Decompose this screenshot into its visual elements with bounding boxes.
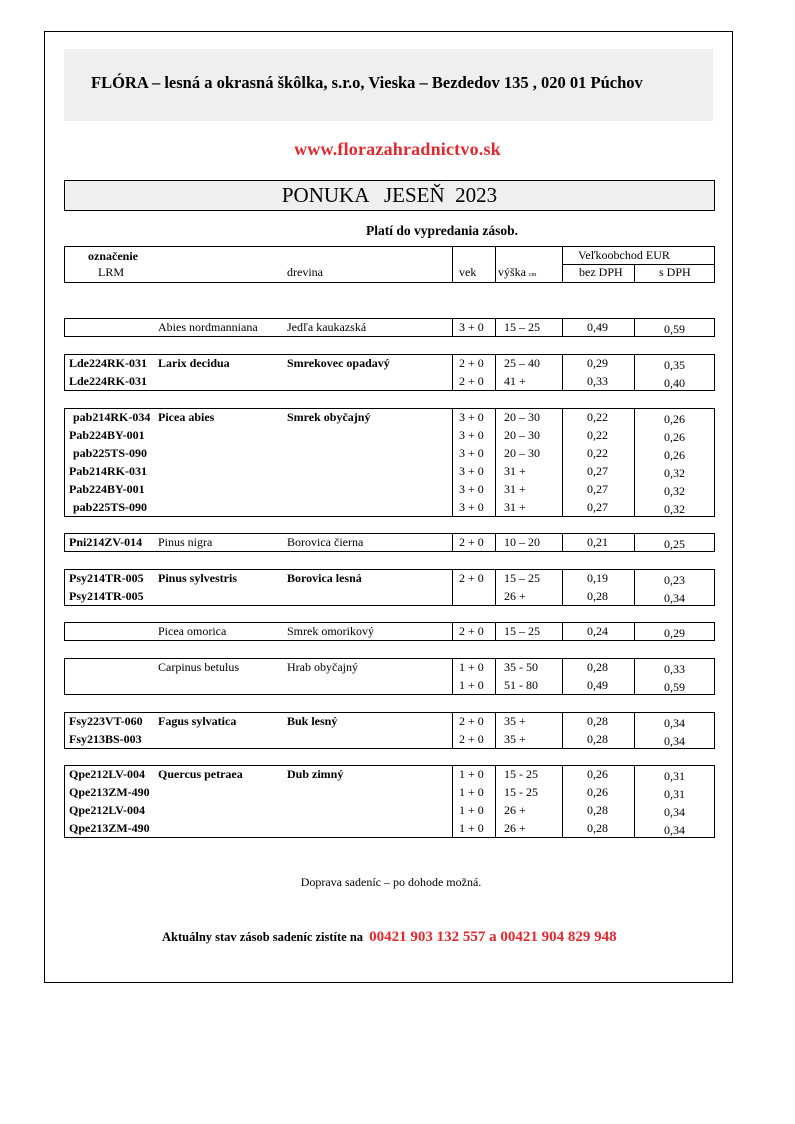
column-divider [452,569,453,606]
price-gross: 0,33 [664,662,685,676]
group-left-border [64,712,65,749]
page-frame [44,31,733,983]
group-top-border [64,408,715,409]
header-vyska-unit: cm [529,272,537,278]
height-range: 35 - 50 [504,660,538,674]
column-divider [562,354,563,391]
price-net: 0,29 [587,356,608,370]
lrm-code: Pab224BY-001 [69,482,145,496]
column-divider [562,569,563,606]
header-vek: vek [459,265,477,279]
common-name: Smrek omorikový [287,624,374,638]
column-divider [634,318,635,337]
offer-title: PONUKA JESEŇ 2023 [64,180,715,211]
height-range: 25 – 40 [504,356,540,370]
price-gross: 0,29 [664,626,685,640]
age: 2 + 0 [459,374,484,388]
lrm-code: Pni214ZV-014 [69,535,143,549]
group-top-border [64,318,715,319]
latin-name: Carpinus betulus [158,660,239,674]
height-range: 31 + [504,500,526,514]
group-top-border [64,622,715,623]
age: 2 + 0 [459,732,484,746]
price-net: 0,22 [587,428,608,442]
group-left-border [64,658,65,695]
price-gross: 0,34 [664,823,685,837]
lrm-code: Pab214RK-031 [69,464,147,478]
price-gross: 0,31 [664,769,685,783]
group-bottom-border [64,748,715,749]
price-net: 0,27 [587,464,608,478]
price-net: 0,28 [587,660,608,674]
height-range: 20 – 30 [504,410,540,424]
lrm-code: Fsy213BS-003 [69,732,142,746]
group-top-border [64,569,715,570]
column-divider [495,533,496,552]
price-gross: 0,34 [664,805,685,819]
group-bottom-border [64,694,715,695]
latin-name: Larix decidua [158,356,230,370]
group-top-border [64,712,715,713]
age: 1 + 0 [459,767,484,781]
price-gross: 0,32 [664,484,685,498]
column-divider [634,658,635,695]
price-gross: 0,26 [664,448,685,462]
height-range: 35 + [504,714,526,728]
latin-name: Pinus nigra [158,535,213,549]
lrm-code: pab225TS-090 [73,446,148,460]
group-right-border [714,658,715,695]
column-divider [495,712,496,749]
age: 3 + 0 [459,482,484,496]
group-right-border [714,318,715,337]
column-divider [495,622,496,641]
price-gross: 0,59 [664,322,685,336]
column-divider [452,622,453,641]
age: 3 + 0 [459,464,484,478]
column-divider [495,408,496,517]
column-divider [634,408,635,517]
price-gross: 0,34 [664,591,685,605]
latin-name: Quercus petraea [158,767,243,781]
column-divider [495,354,496,391]
age: 3 + 0 [459,500,484,514]
group-bottom-border [64,390,715,391]
price-gross: 0,31 [664,787,685,801]
height-range: 51 - 80 [504,678,538,692]
lrm-code: Psy214TR-005 [69,589,144,603]
height-range: 26 + [504,589,526,603]
column-divider [634,622,635,641]
column-divider [634,712,635,749]
common-name: Borovica čierna [287,535,364,549]
group-top-border [64,354,715,355]
group-left-border [64,765,65,838]
price-gross: 0,35 [664,358,685,372]
age: 1 + 0 [459,660,484,674]
price-gross: 0,23 [664,573,685,587]
lrm-code: Psy214TR-005 [69,571,144,585]
age: 1 + 0 [459,678,484,692]
age: 2 + 0 [459,356,484,370]
column-divider [452,712,453,749]
price-gross: 0,34 [664,734,685,748]
price-net: 0,19 [587,571,608,585]
column-divider [562,658,563,695]
lrm-code: Qpe213ZM-490 [69,785,150,799]
column-divider [562,318,563,337]
age: 2 + 0 [459,535,484,549]
phone-numbers[interactable]: 00421 903 132 557 a 00421 904 829 948 [369,929,617,945]
lrm-code: Fsy223VT-060 [69,714,143,728]
group-bottom-border [64,605,715,606]
header-lrm: LRM [98,265,125,279]
price-net: 0,28 [587,589,608,603]
column-divider [634,533,635,552]
column-divider [634,569,635,606]
transport-note: Doprava sadeníc – po dohode možná. [300,875,482,889]
age: 2 + 0 [459,714,484,728]
group-bottom-border [64,516,715,517]
lrm-code: pab214RK-034 [73,410,151,424]
group-top-border [64,765,715,766]
column-divider [562,533,563,552]
height-range: 26 + [504,803,526,817]
group-top-border [64,533,715,534]
latin-name: Picea abies [158,410,215,424]
price-net: 0,28 [587,803,608,817]
stock-note: Aktuálny stav zásob sadeníc zistíte na 00421 903 132 557 a 00421 904 829 948 [162,929,617,945]
height-range: 15 - 25 [504,785,538,799]
lrm-code: pab225TS-090 [73,500,148,514]
common-name: Hrab obyčajný [287,660,358,674]
height-range: 15 – 25 [504,624,540,638]
price-gross: 0,32 [664,502,685,516]
group-bottom-border [64,336,715,337]
group-left-border [64,569,65,606]
height-range: 20 – 30 [504,446,540,460]
group-right-border [714,569,715,606]
latin-name: Abies nordmanniana [158,320,258,334]
header-drevina: drevina [287,265,323,279]
price-net: 0,27 [587,482,608,496]
group-left-border [64,318,65,337]
group-right-border [714,765,715,838]
group-right-border [714,533,715,552]
height-range: 41 + [504,374,526,388]
validity-note: Platí do vypredania zásob. [366,223,519,238]
lrm-code: Qpe213ZM-490 [69,821,150,835]
price-gross: 0,32 [664,466,685,480]
price-gross: 0,26 [664,412,685,426]
height-range: 15 - 25 [504,767,538,781]
header-wholesale: Veľkoobchod EUR [578,248,670,262]
height-range: 10 – 20 [504,535,540,549]
header-bez-dph: bez DPH [579,265,623,279]
age: 1 + 0 [459,785,484,799]
common-name: Jedľa kaukazská [287,320,367,334]
price-net: 0,26 [587,785,608,799]
age: 3 + 0 [459,446,484,460]
height-range: 31 + [504,482,526,496]
common-name: Dub zimný [287,767,344,781]
price-gross: 0,25 [664,537,685,551]
header-s-dph: s DPH [659,265,691,279]
lrm-code: Lde224RK-031 [69,356,147,370]
group-bottom-border [64,640,715,641]
age: 1 + 0 [459,803,484,817]
age: 3 + 0 [459,320,484,334]
height-range: 26 + [504,821,526,835]
common-name: Borovica lesná [287,571,362,585]
height-range: 15 – 25 [504,571,540,585]
company-header: FLÓRA – lesná a okrasná škôlka, s.r.o, Vieska – Bezdedov 135 , 020 01 Púchov [91,73,643,92]
column-divider [562,765,563,838]
age: 3 + 0 [459,410,484,424]
column-divider [495,658,496,695]
price-net: 0,24 [587,624,608,638]
price-net: 0,26 [587,767,608,781]
height-range: 15 – 25 [504,320,540,334]
group-left-border [64,533,65,552]
header-oznacenie: označenie [88,249,138,263]
group-left-border [64,622,65,641]
group-right-border [714,408,715,517]
lrm-code: Pab224BY-001 [69,428,145,442]
group-right-border [714,712,715,749]
price-net: 0,22 [587,446,608,460]
latin-name: Pinus sylvestris [158,571,238,585]
lrm-code: Qpe212LV-004 [69,767,146,781]
price-gross: 0,40 [664,376,685,390]
price-net: 0,49 [587,678,608,692]
column-divider [495,318,496,337]
header-vyska: výška cm [498,265,537,279]
price-net: 0,49 [587,320,608,334]
latin-name: Picea omorica [158,624,227,638]
column-divider [562,622,563,641]
column-divider [634,765,635,838]
height-range: 31 + [504,464,526,478]
group-bottom-border [64,837,715,838]
price-net: 0,27 [587,500,608,514]
price-gross: 0,59 [664,680,685,694]
column-divider [452,658,453,695]
group-right-border [714,622,715,641]
age: 1 + 0 [459,821,484,835]
column-divider [452,318,453,337]
height-range: 20 – 30 [504,428,540,442]
price-net: 0,21 [587,535,608,549]
common-name: Smrek obyčajný [287,410,371,424]
group-top-border [64,658,715,659]
column-divider [452,408,453,517]
latin-name: Fagus sylvatica [158,714,237,728]
price-gross: 0,26 [664,430,685,444]
group-left-border [64,408,65,517]
price-gross: 0,34 [664,716,685,730]
common-name: Smrekovec opadavý [287,356,390,370]
price-net: 0,28 [587,821,608,835]
height-range: 35 + [504,732,526,746]
common-name: Buk lesný [287,714,338,728]
column-divider [562,408,563,517]
age: 2 + 0 [459,624,484,638]
website-link[interactable]: www.florazahradnictvo.sk [294,139,501,159]
column-divider [452,354,453,391]
price-net: 0,22 [587,410,608,424]
group-left-border [64,354,65,391]
age: 3 + 0 [459,428,484,442]
column-divider [495,569,496,606]
group-bottom-border [64,551,715,552]
price-net: 0,28 [587,714,608,728]
price-net: 0,28 [587,732,608,746]
column-divider [452,533,453,552]
group-right-border [714,354,715,391]
lrm-code: Lde224RK-031 [69,374,147,388]
column-divider [452,765,453,838]
price-net: 0,33 [587,374,608,388]
column-divider [495,765,496,838]
column-divider [634,354,635,391]
lrm-code: Qpe212LV-004 [69,803,146,817]
age: 2 + 0 [459,571,484,585]
column-divider [562,712,563,749]
